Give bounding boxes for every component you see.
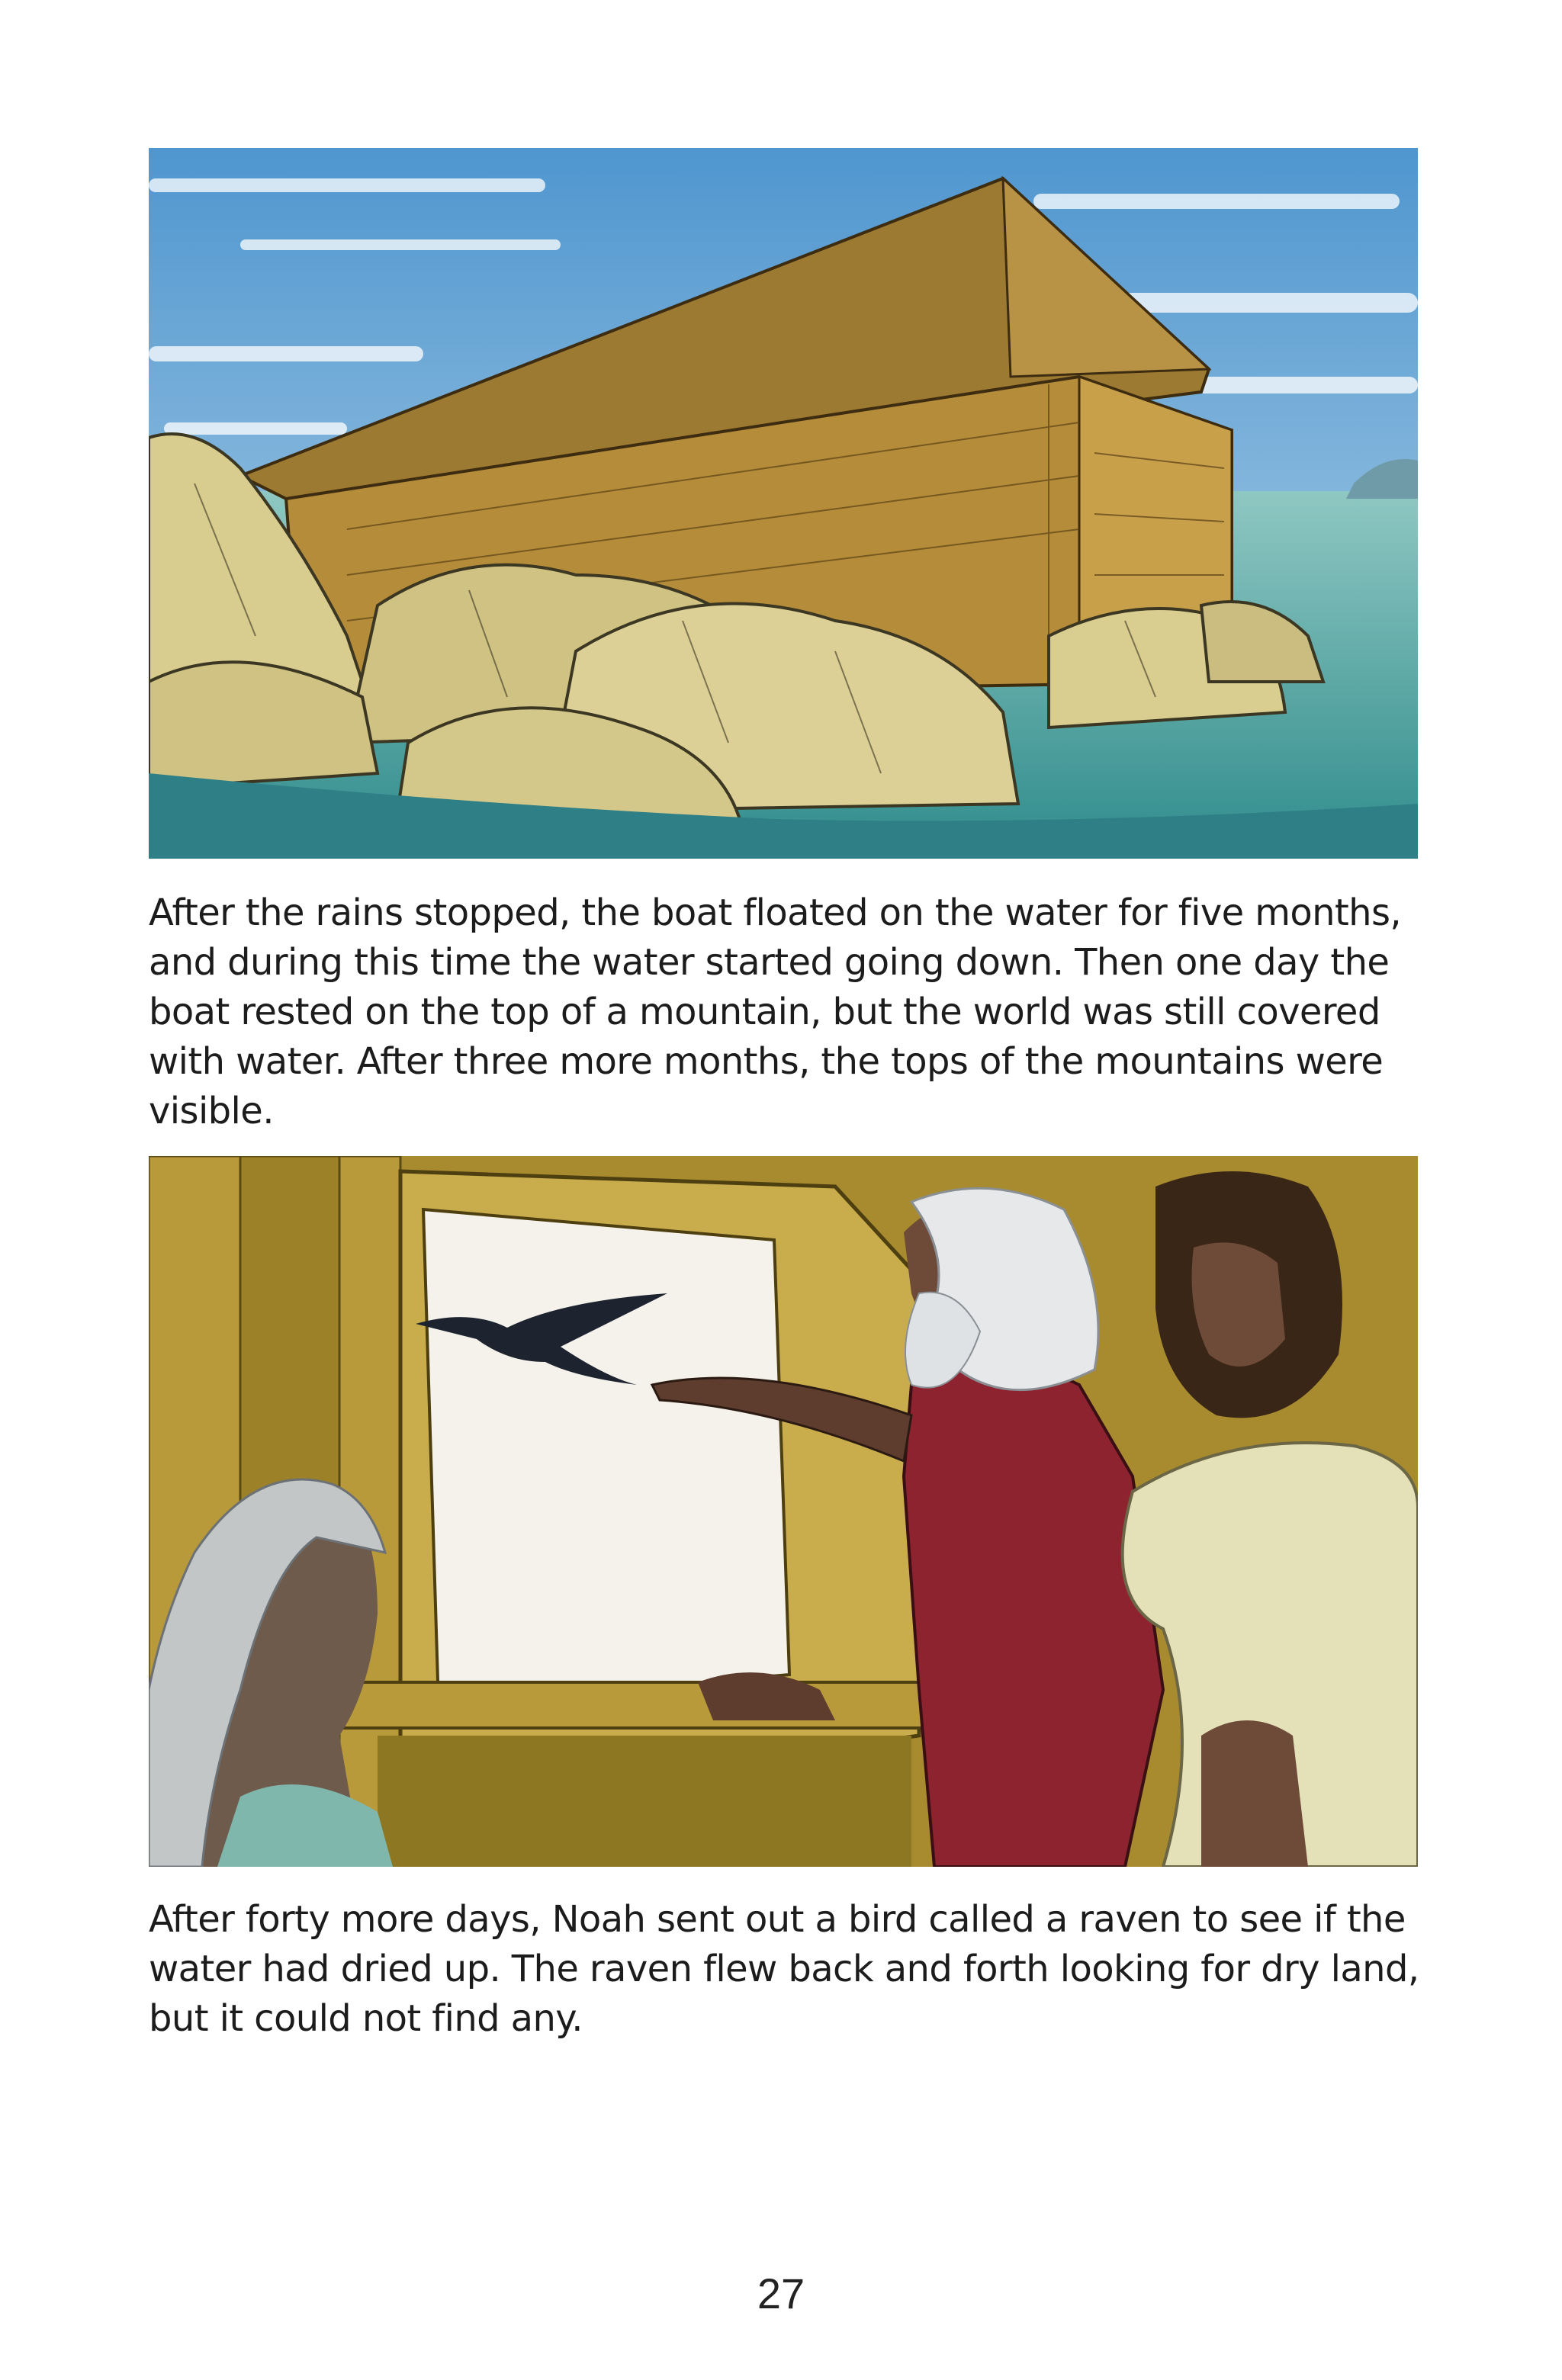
ark-on-mountain-illustration bbox=[149, 148, 1418, 859]
story-paragraph: After the rains stopped, the boat floated on the water for five months, and during this time the water started going down. Then one day the boat rested on the top of a mountain, but the world was still covered with water. After three more months, the tops of the mountains were visible. bbox=[149, 891, 1402, 1132]
story-paragraph: After forty more days, Noah sent out a bird called a raven to see if the water had dried up. The raven flew back and forth looking for dry land, but it could not find any. bbox=[149, 1898, 1419, 2040]
noah-sends-raven-illustration bbox=[149, 1156, 1418, 1867]
page-number: 27 bbox=[757, 2269, 805, 2317]
